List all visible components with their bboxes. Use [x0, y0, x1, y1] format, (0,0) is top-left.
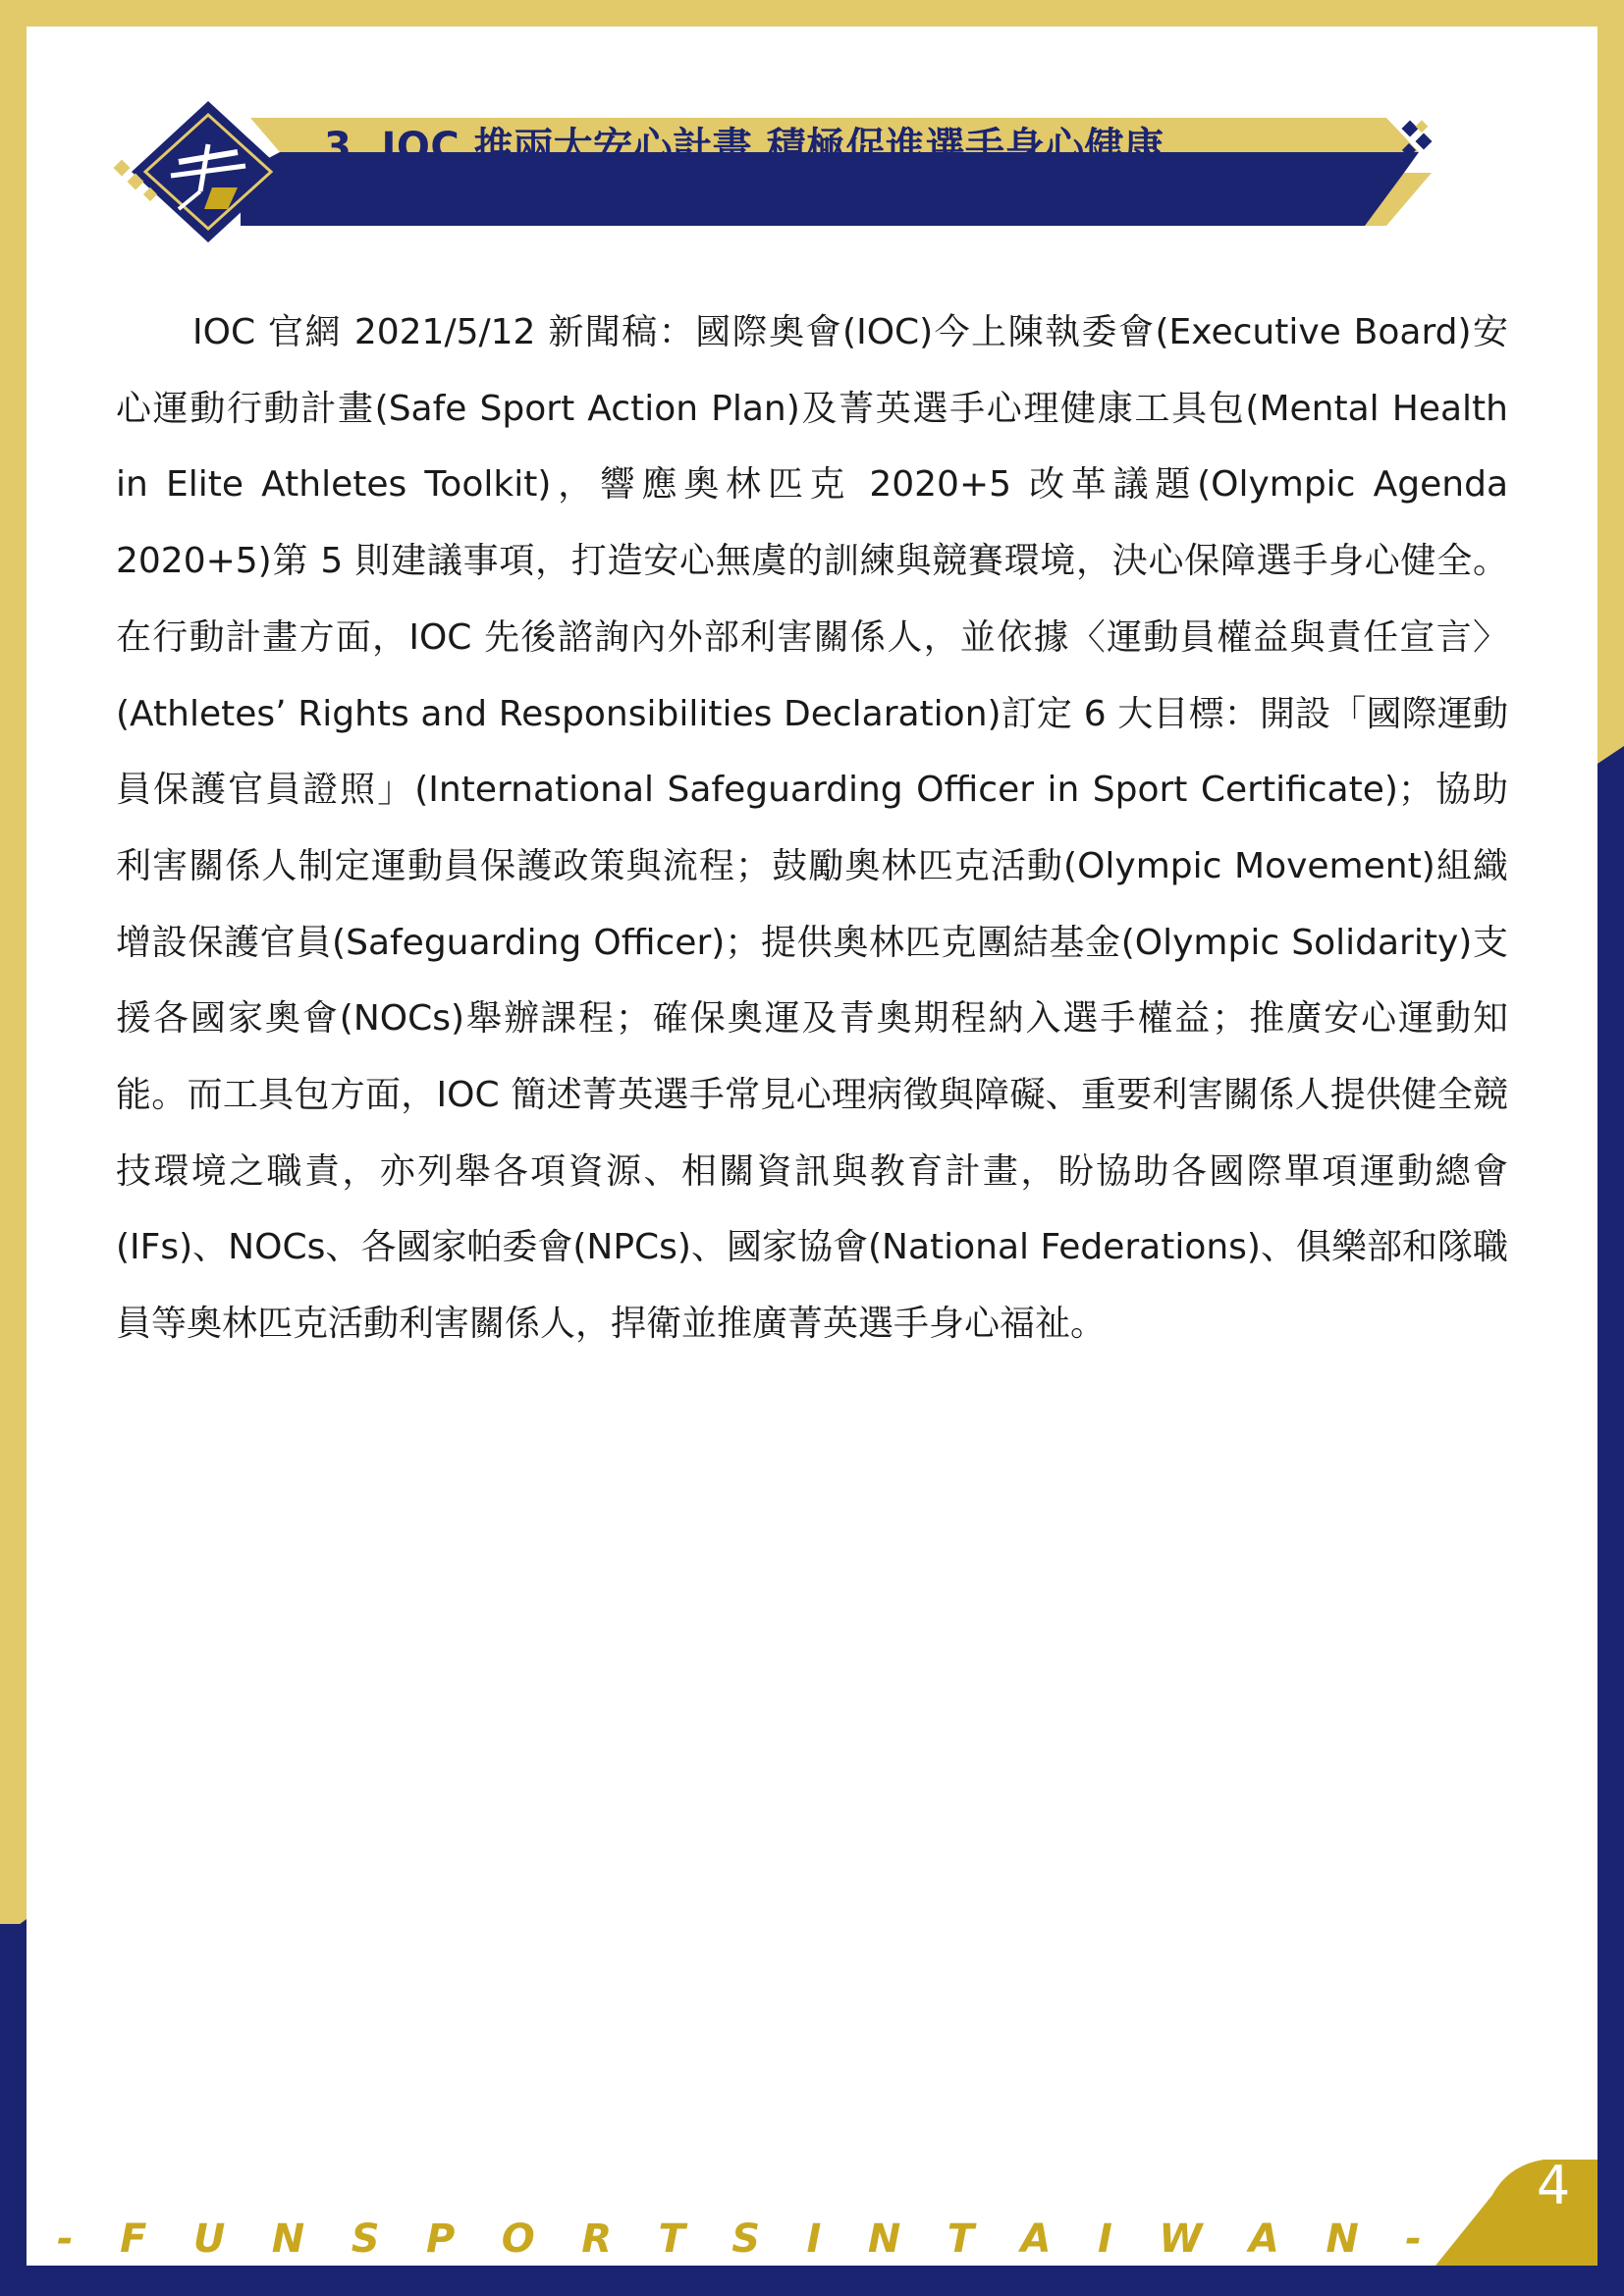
section-title: 3. IOC 推兩大安心計畫 積極促進選手身心健康	[324, 125, 1164, 170]
slogan-char: A	[1020, 2216, 1052, 2262]
article-body: IOC 官網 2021/5/12 新聞稿：國際奧會(IOC)今上陳執委會(Executive Board)安心運動行動計畫(Safe Sport Action Plan)及菁英選手心理健康工具包(Mental Health in Elite Athletes Toolkit)，響應奧林匹克 2020+5 改革議題(Olympic Agenda 2020+5)第 5 則建議事項，打造安心無虞的訓練與競賽環境，決心保障選手身心健全。在行動計畫方面，IOC 先後諮詢內外部利害關係人，並依據〈運動員權益與責任宣言〉(Athletes’ Rights and Responsibilities Declaration)訂定 6 大目標：開設「國際運動員保護官員證照」(International Safeguarding Officer in Sport Certificate)；協助利害關係人制定運動員保護政策與流程；鼓勵奧林匹克活動(Olympic Movement)組織增設保護官員(Safeguarding Officer)；提供奧林匹克團結基金(Olympic Solidarity)支援各國家奧會(NOCs)舉辦課程；確保奧運及青奧期程納入選手權益；推廣安心運動知能。而工具包方面，IOC 簡述菁英選手常見心理病徵與障礙、重要利害關係人提供健全競技環境之職責，亦列舉各項資源、相關資訊與教育計畫，盼協助各國際單項運動總會(IFs)、NOCs、各國家帕委會(NPCs)、國家協會(National Federations)、俱樂部和隊職員等奧林匹克活動利害關係人，捍衛並推廣菁英選手身心福祉。	[116, 312, 1508, 1345]
footer-slogan	[57, 2216, 1422, 2262]
slogan-char: W	[1159, 2216, 1203, 2262]
slogan-char: N	[271, 2216, 305, 2262]
slogan-char: O	[501, 2216, 535, 2262]
slogan-char: F	[120, 2216, 147, 2262]
slogan-char: P	[425, 2216, 456, 2262]
slogan-char: -	[57, 2216, 74, 2262]
slogan-char: I	[1097, 2216, 1112, 2262]
page-number: 4	[1536, 2155, 1571, 2216]
slogan-char: T	[947, 2216, 975, 2262]
slogan-char: N	[867, 2216, 901, 2262]
federation-logo-icon	[110, 93, 306, 250]
slogan-char: A	[1248, 2216, 1279, 2262]
slogan-char: I	[806, 2216, 822, 2262]
slogan-char: S	[731, 2216, 761, 2262]
slogan-char: S	[351, 2216, 380, 2262]
slogan-char: -	[1405, 2216, 1422, 2262]
slogan-char: R	[581, 2216, 613, 2262]
slogan-char: T	[658, 2216, 685, 2262]
slogan-char: N	[1326, 2216, 1359, 2262]
slogan-char: U	[192, 2216, 226, 2262]
